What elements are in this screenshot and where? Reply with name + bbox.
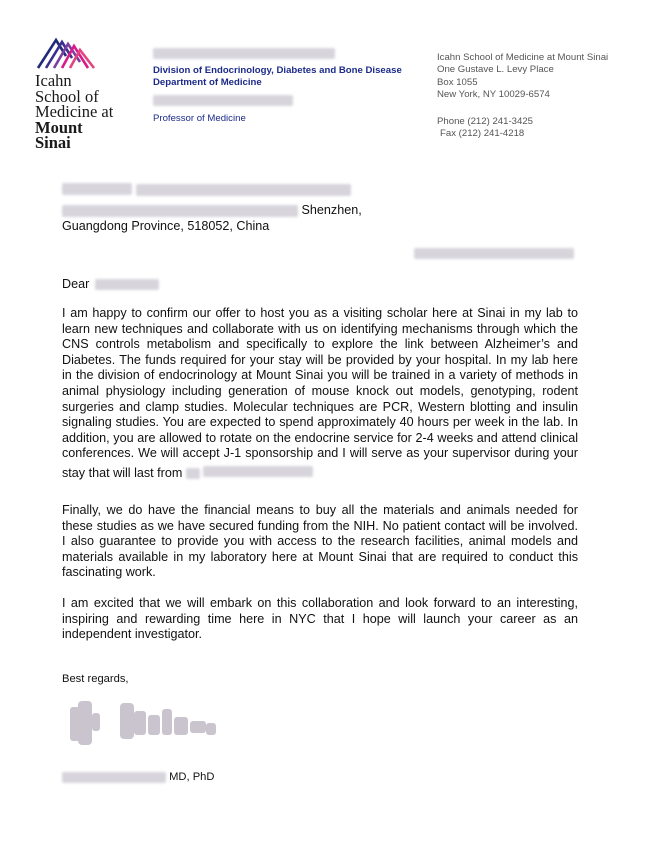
- logo-line-icahn: Icahn: [35, 71, 72, 90]
- redacted-recipient-name: [95, 279, 159, 290]
- redacted-recipient-line-2: [136, 184, 351, 196]
- department-name: Department of Medicine: [153, 77, 262, 88]
- institution-logo-text: [35, 73, 145, 151]
- address-city: New York, NY 10029-6574: [437, 89, 550, 101]
- division-name: Division of Endocrinology, Diabetes and Bone Disease: [153, 65, 402, 76]
- address-box: Box 1055: [437, 76, 478, 88]
- paragraph-1-text: I am happy to confirm our offer to host you as a visiting scholar here at Sinai in my lab to learn new techniques and collaborate with us on identifying mechanisms through which the CNS controls metabolism and specifically to explore the link between Alzheimer’s and Diabetes. The funds required for your stay will be provided by your hospital. In my lab here in the division of endocrinology at Mount Sinai you will be trained in a variety of methods in animal physiology including generation of mouse knock out models, genotyping, rodent surgeries and clamp studies. Molecular techniques are PCR, Western blotting and insulin signaling studies. You are expected to spend approximately 40 hours per week in the lab. In addition, you are allowed to rotate on the endocrine service for 2-4 weeks and attend clinical conferences. We will accept J-1 sponsorship and I will serve as your supervisor during your stay that will last from: [62, 306, 578, 480]
- redacted-date: [414, 248, 574, 259]
- salutation: [62, 277, 159, 291]
- signer-degrees: MD, PhD: [169, 771, 215, 783]
- redacted-stay-dates: [186, 468, 200, 479]
- address-street: One Gustave L. Levy Place: [437, 64, 554, 76]
- logo-line-sinai: Sinai: [35, 133, 71, 152]
- address-phone: Phone (212) 241-3425: [437, 115, 534, 127]
- logo-line-school: School of: [35, 86, 99, 106]
- body-paragraph-2: Finally, we do have the financial means to buy all the materials and animals needed for these studies as we have secured funding from the NIH. No patient contact will be involved. I also guarantee to provide you with access to the research facilities, animal models and materials available in my laboratory here at Mount Sinai that are required to conduct this fascinating work.: [62, 503, 578, 580]
- address-block: [437, 52, 608, 140]
- logo-line-medicine: Medicine at: [35, 102, 114, 121]
- body-paragraph-3: I am excited that we will embark on this collaboration and look forward to an interesting, inspiring and rewarding time here in NYC that I hope will launch your career as an independent investigator.: [62, 596, 578, 642]
- redacted-sender-name: [153, 48, 335, 59]
- salutation-text: Dear: [62, 277, 90, 291]
- sender-title: Professor of Medicine: [153, 113, 246, 124]
- body-paragraph-1: [62, 306, 578, 482]
- redacted-recipient-line-1: [62, 183, 132, 195]
- redacted-signature: [66, 693, 226, 753]
- recipient-block: [62, 183, 582, 234]
- signer-name: [62, 771, 215, 783]
- recipient-region: Guangdong Province, 518052, China: [62, 219, 270, 233]
- address-fax: Fax (212) 241-4218: [440, 128, 525, 140]
- redacted-stay-dates-continued: [203, 466, 313, 477]
- address-institution: Icahn School of Medicine at Mount Sinai: [437, 52, 609, 63]
- department-block: [153, 48, 402, 125]
- closing: Best regards,: [62, 673, 129, 685]
- redacted-signer-name: [62, 772, 166, 783]
- recipient-city-line: [62, 202, 582, 218]
- recipient-city: Shenzhen,: [301, 203, 362, 217]
- mount-sinai-logo-mark: [36, 30, 96, 70]
- redacted-recipient-street: [62, 205, 298, 217]
- logo-line-mount: Mount: [35, 117, 83, 137]
- redacted-sender-detail: [153, 95, 293, 106]
